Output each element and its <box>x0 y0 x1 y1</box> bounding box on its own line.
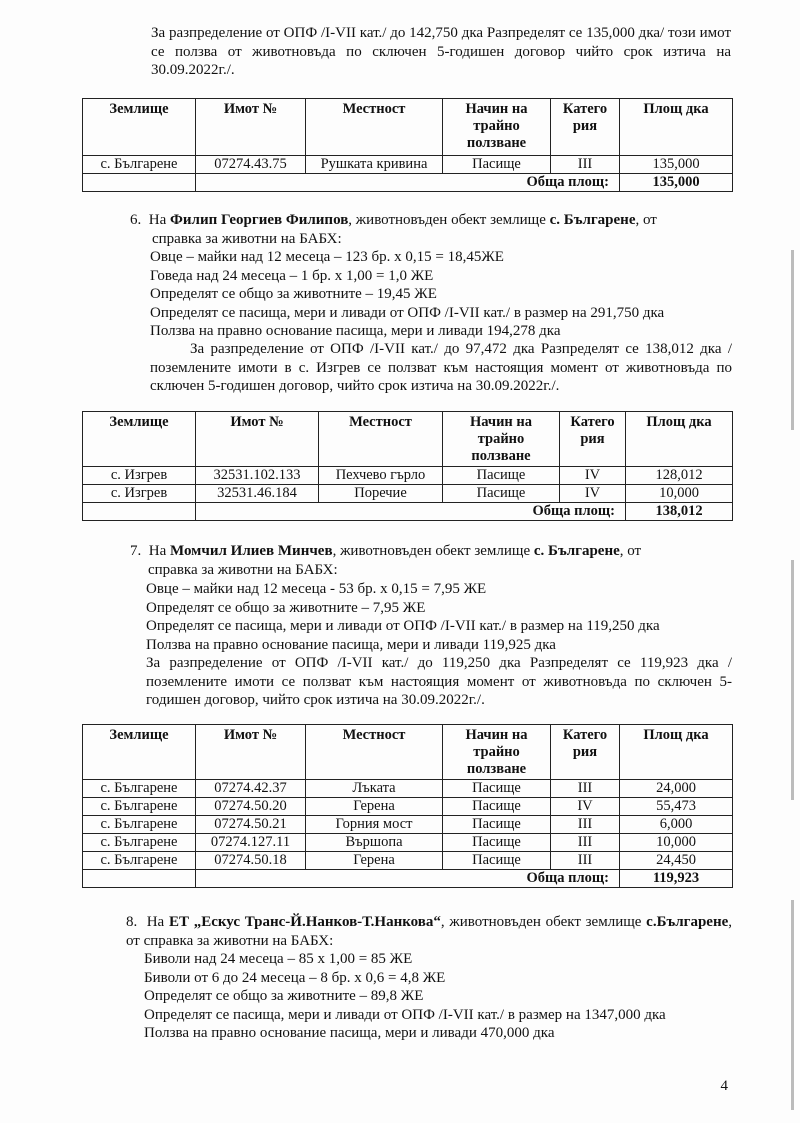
header-land: Землище <box>83 99 196 156</box>
table-3 <box>82 724 733 888</box>
info-line: Овце – майки над 12 месеца - 53 бр. х 0,15 = 7,95 ЖЕ <box>146 581 487 597</box>
header-usage: Начин на трайно ползване <box>443 412 560 467</box>
info-line: Определят се общо за животните – 19,45 ЖЕ <box>150 286 437 302</box>
table-cell: 07274.43.75 <box>196 156 306 174</box>
table-cell: с. Изгрев <box>83 485 196 503</box>
empty-cell <box>83 503 196 521</box>
owner-name: Филип Георгиев Филипов <box>170 212 349 228</box>
table-cell: 07274.50.20 <box>196 798 306 816</box>
header-category: Катего рия <box>551 99 620 156</box>
table-2 <box>82 411 733 521</box>
table-cell: Пехчево гърло <box>319 467 443 485</box>
table-cell: 55,473 <box>620 798 733 816</box>
header-property: Имот № <box>196 725 306 780</box>
table-cell: 128,012 <box>626 467 733 485</box>
info-line: Определят се пасища, мери и ливади от ОПФ /I-VII кат./ в размер на 119,250 дка <box>146 618 660 634</box>
table-header-row <box>83 99 733 156</box>
total-value: 119,923 <box>620 870 733 888</box>
table-cell: Рушката кривина <box>306 156 443 174</box>
info-line: Определят се пасища, мери и ливади от ОПФ /I-VII кат./ в размер на 291,750 дка <box>150 304 665 321</box>
header-area: Площ дка <box>620 99 733 156</box>
owner-name: Момчил Илиев Минчев <box>170 543 333 559</box>
intro-text: За разпределение от ОПФ /I-VII кат./ до 142,750 дка Разпределят се 135,000 дка/ този имот се ползва от животновъда по сключен 5-годишен договор чийто срок изтича на 30.09.2022г./. <box>151 25 731 78</box>
table-cell: III <box>551 816 620 834</box>
table-cell: 10,000 <box>626 485 733 503</box>
table-cell: 24,450 <box>620 852 733 870</box>
total-row <box>83 174 733 192</box>
table-cell: 24,000 <box>620 780 733 798</box>
header-locality: Местност <box>306 99 443 156</box>
section-7 <box>130 542 732 579</box>
table-header-row <box>83 725 733 780</box>
info-line: Биволи от 6 до 24 месеца – 8 бр. х 0,6 = 4,8 ЖЕ <box>144 969 446 986</box>
table-cell: Пасище <box>443 798 551 816</box>
table-cell: Пасище <box>443 485 560 503</box>
table-cell: с. Българене <box>83 798 196 816</box>
header-locality: Местност <box>306 725 443 780</box>
info-line: Говеда над 24 месеца – 1 бр. х 1,00 = 1,0 ЖЕ <box>150 267 434 284</box>
place-name: с. Българене <box>549 212 636 228</box>
info-line: Определят се общо за животните – 7,95 ЖЕ <box>146 599 426 616</box>
table-row <box>83 798 733 816</box>
table-row <box>83 485 733 503</box>
header-usage: Начин на трайно ползване <box>443 99 551 156</box>
total-value: 135,000 <box>620 174 733 192</box>
section-8 <box>126 913 732 950</box>
header-land: Землище <box>83 412 196 467</box>
distribution-text: За разпределение от ОПФ /I-VII кат./ до 119,250 дка Разпределят се 119,923 дка /поземлените имоти се ползват към настоящия момент от животновъда по сключен 5-годишен договор, чийто срок изтича на 30.09.2022г./. <box>146 655 732 708</box>
table-cell: Лъката <box>306 780 443 798</box>
info-line: Определят се общо за животните – 89,8 ЖЕ <box>144 988 424 1004</box>
place-name: с. Българене <box>533 543 620 559</box>
table-cell: III <box>551 156 620 174</box>
empty-cell <box>83 174 196 192</box>
scan-edge-mark <box>791 560 794 800</box>
header-usage: Начин на трайно ползване <box>443 725 551 780</box>
table-cell: 07274.50.18 <box>196 852 306 870</box>
section-7-paragraph <box>146 654 732 710</box>
source-line: справка за животни на БАБХ: <box>148 561 338 578</box>
page-number: 4 <box>720 1078 728 1094</box>
info-line: Овце – майки над 12 месеца – 123 бр. х 0,15 = 18,45ЖЕ <box>150 249 504 265</box>
table-cell: 32531.102.133 <box>196 467 319 485</box>
total-row <box>83 503 733 521</box>
item-pre: На <box>148 543 167 559</box>
table-cell: Поречие <box>319 485 443 503</box>
table-cell: 6,000 <box>620 816 733 834</box>
table-cell: Пасище <box>443 156 551 174</box>
table-row <box>83 780 733 798</box>
total-row <box>83 870 733 888</box>
table-cell: с. Българене <box>83 852 196 870</box>
table-row <box>83 467 733 485</box>
table-cell: III <box>551 834 620 852</box>
item-pre: На <box>148 212 167 228</box>
total-label: Обща площ: <box>196 503 626 521</box>
table-cell: III <box>551 780 620 798</box>
table-cell: 07274.50.21 <box>196 816 306 834</box>
table-cell: с. Изгрев <box>83 467 196 485</box>
section-6 <box>130 211 732 248</box>
scan-edge-mark <box>791 250 794 430</box>
owner-name: ЕТ „Ескус Транс-Й.Нанков-Т.Нанкова“ <box>168 914 441 930</box>
item-mid: , животновъден обект землище <box>348 212 546 228</box>
table-cell: 07274.42.37 <box>196 780 306 798</box>
table-row <box>83 852 733 870</box>
item-post: , от справка за животни на БАБХ: <box>126 914 733 949</box>
table-cell: Герена <box>306 852 443 870</box>
section-6-paragraph <box>150 340 732 396</box>
empty-cell <box>83 870 196 888</box>
table-cell: Герена <box>306 798 443 816</box>
table-cell: IV <box>560 467 626 485</box>
table-cell: Пасище <box>443 834 551 852</box>
header-area: Площ дка <box>620 725 733 780</box>
table-cell: с. Българене <box>83 834 196 852</box>
section-7-lines <box>146 580 732 654</box>
total-value: 138,012 <box>626 503 733 521</box>
table-1 <box>82 98 733 192</box>
intro-paragraph <box>151 24 731 80</box>
table-cell: 07274.127.11 <box>196 834 306 852</box>
place-name: с.Българене <box>646 914 729 930</box>
item-pre: На <box>146 914 165 930</box>
table-cell: с. Българене <box>83 780 196 798</box>
table-cell: Пасище <box>443 816 551 834</box>
total-label: Обща площ: <box>196 174 620 192</box>
info-line: Биволи над 24 месеца – 85 х 1,00 = 85 ЖЕ <box>144 951 413 967</box>
item-number: 6. <box>130 212 142 228</box>
item-post: , от <box>635 212 657 228</box>
table-cell: с. Българене <box>83 816 196 834</box>
item-number: 8. <box>126 914 138 930</box>
info-line: Ползва на правно основание пасища, мери и ливади 470,000 дка <box>144 1025 555 1041</box>
table-cell: 135,000 <box>620 156 733 174</box>
section-6-lines <box>150 248 732 341</box>
table-cell: Пасище <box>443 780 551 798</box>
table-cell: III <box>551 852 620 870</box>
table-row <box>83 816 733 834</box>
item-mid: , животновъден обект землище <box>332 543 531 559</box>
section-8-lines <box>144 950 732 1043</box>
table-cell: Вършопа <box>306 834 443 852</box>
source-line: справка за животни на БАБХ: <box>152 230 342 247</box>
table-cell: Горния мост <box>306 816 443 834</box>
total-label: Обща площ: <box>196 870 620 888</box>
table-header-row <box>83 412 733 467</box>
item-number: 7. <box>130 543 142 559</box>
table-cell: IV <box>551 798 620 816</box>
item-post: , от <box>619 543 642 559</box>
scan-edge-mark <box>791 900 794 1110</box>
header-area: Площ дка <box>626 412 733 467</box>
header-property: Имот № <box>196 412 319 467</box>
header-locality: Местност <box>319 412 443 467</box>
header-property: Имот № <box>196 99 306 156</box>
table-cell: 32531.46.184 <box>196 485 319 503</box>
item-mid: , животновъден обект землище <box>440 914 642 930</box>
header-category: Катего рия <box>560 412 626 467</box>
info-line: Ползва на правно основание пасища, мери и ливади 119,925 дка <box>146 636 556 653</box>
distribution-text: За разпределение от ОПФ /I-VII кат./ до 97,472 дка Разпределят се 138,012 дка /поземлените имоти в с. Изгрев се ползват към настоящия момент от животновъда по сключен 5-годишен договор, чийто срок изтича на 30.09.2022г./. <box>150 341 732 394</box>
header-land: Землище <box>83 725 196 780</box>
table-cell: IV <box>560 485 626 503</box>
table-cell: 10,000 <box>620 834 733 852</box>
table-cell: Пасище <box>443 852 551 870</box>
table-row <box>83 156 733 174</box>
info-line: Ползва на правно основание пасища, мери и ливади 194,278 дка <box>150 323 561 339</box>
header-category: Катего рия <box>551 725 620 780</box>
info-line: Определят се пасища, мери и ливади от ОПФ /I-VII кат./ в размер на 1347,000 дка <box>144 1006 666 1023</box>
table-cell: с. Българене <box>83 156 196 174</box>
table-cell: Пасище <box>443 467 560 485</box>
table-row <box>83 834 733 852</box>
